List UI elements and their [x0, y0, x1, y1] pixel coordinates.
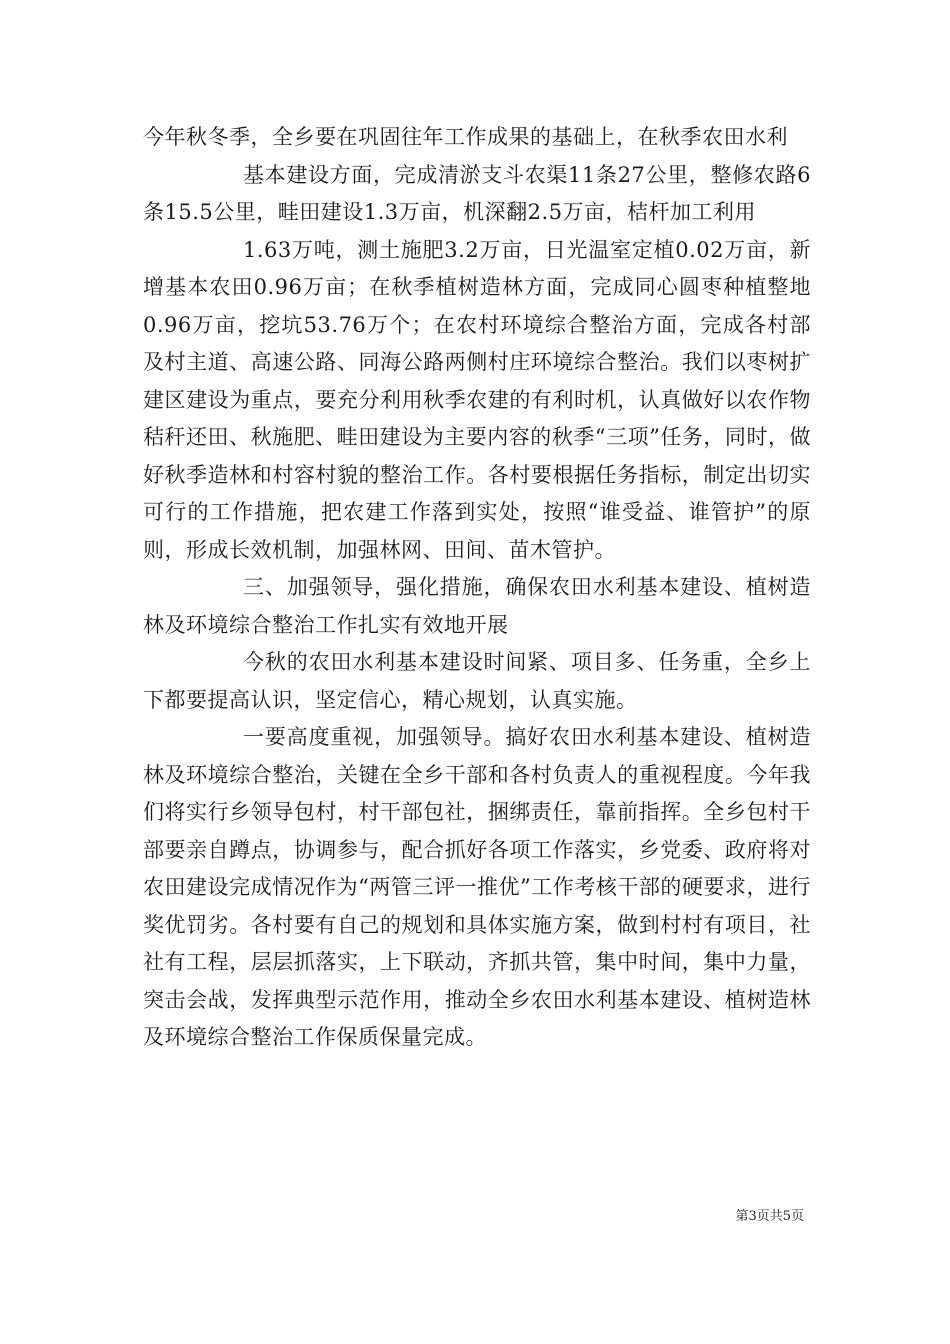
section-heading-3: 三、加强领导，强化措施，确保农田水利基本建设、植树造林及环境综合整治工作扎实有效地开展: [143, 575, 811, 637]
paragraph-2: 基本建设方面，完成清淤支斗农渠11条27公里，整修农路6条15.5公里，畦田建设1.3万亩，机深翻2.5万亩，桔杆加工利用: [143, 162, 811, 224]
document-body: [143, 119, 811, 1057]
paragraph-1: 今年秋冬季，全乡要在巩固往年工作成果的基础上，在秋季农田水利: [143, 125, 788, 149]
paragraph-4: 今秋的农田水利基本建设时间紧、项目多、任务重，全乡上下都要提高认识，坚定信心，精心规划，认真实施。: [143, 650, 811, 712]
paragraph-3: 1.63万吨，测土施肥3.2万亩，日光温室定植0.02万亩，新增基本农田0.96万亩；在秋季植树造林方面，完成同心圆枣种植整地0.96万亩，挖坑53.76万个；在农村环境综合整治方面，完成各村部及村主道、高速公路、同海公路两侧村庄环境综合整治。我们以枣树扩建区建设为重点，要充分利用秋季农建的有利时机，认真做好以农作物秸秆还田、秋施肥、畦田建设为主要内容的秋季“三项”任务，同时，做好秋季造林和村容村貌的整治工作。各村要根据任务指标，制定出切实可行的工作措施，把农建工作落到实处，按照“谁受益、谁管护”的原则，形成长效机制，加强林网、田间、苗木管护。: [143, 237, 811, 562]
paragraph-5: 一要高度重视，加强领导。搞好农田水利基本建设、植树造林及环境综合整治，关键在全乡干部和各村负责人的重视程度。今年我们将实行乡领导包村，村干部包社，捆绑责任，靠前指挥。全乡包村干部要亲自蹲点，协调参与，配合抓好各项工作落实，乡党委、政府将对农田建设完成情况作为“两管三评一推优”工作考核干部的硬要求，进行奖优罚劣。各村要有自己的规划和具体实施方案，做到村村有项目，社社有工程，层层抓落实，上下联动，齐抓共管，集中时间，集中力量，突击会战，发挥典型示范作用，推动全乡农田水利基本建设、植树造林及环境综合整治工作保质保量完成。: [143, 725, 811, 1049]
page-number: 第3页共5页: [735, 1209, 804, 1224]
